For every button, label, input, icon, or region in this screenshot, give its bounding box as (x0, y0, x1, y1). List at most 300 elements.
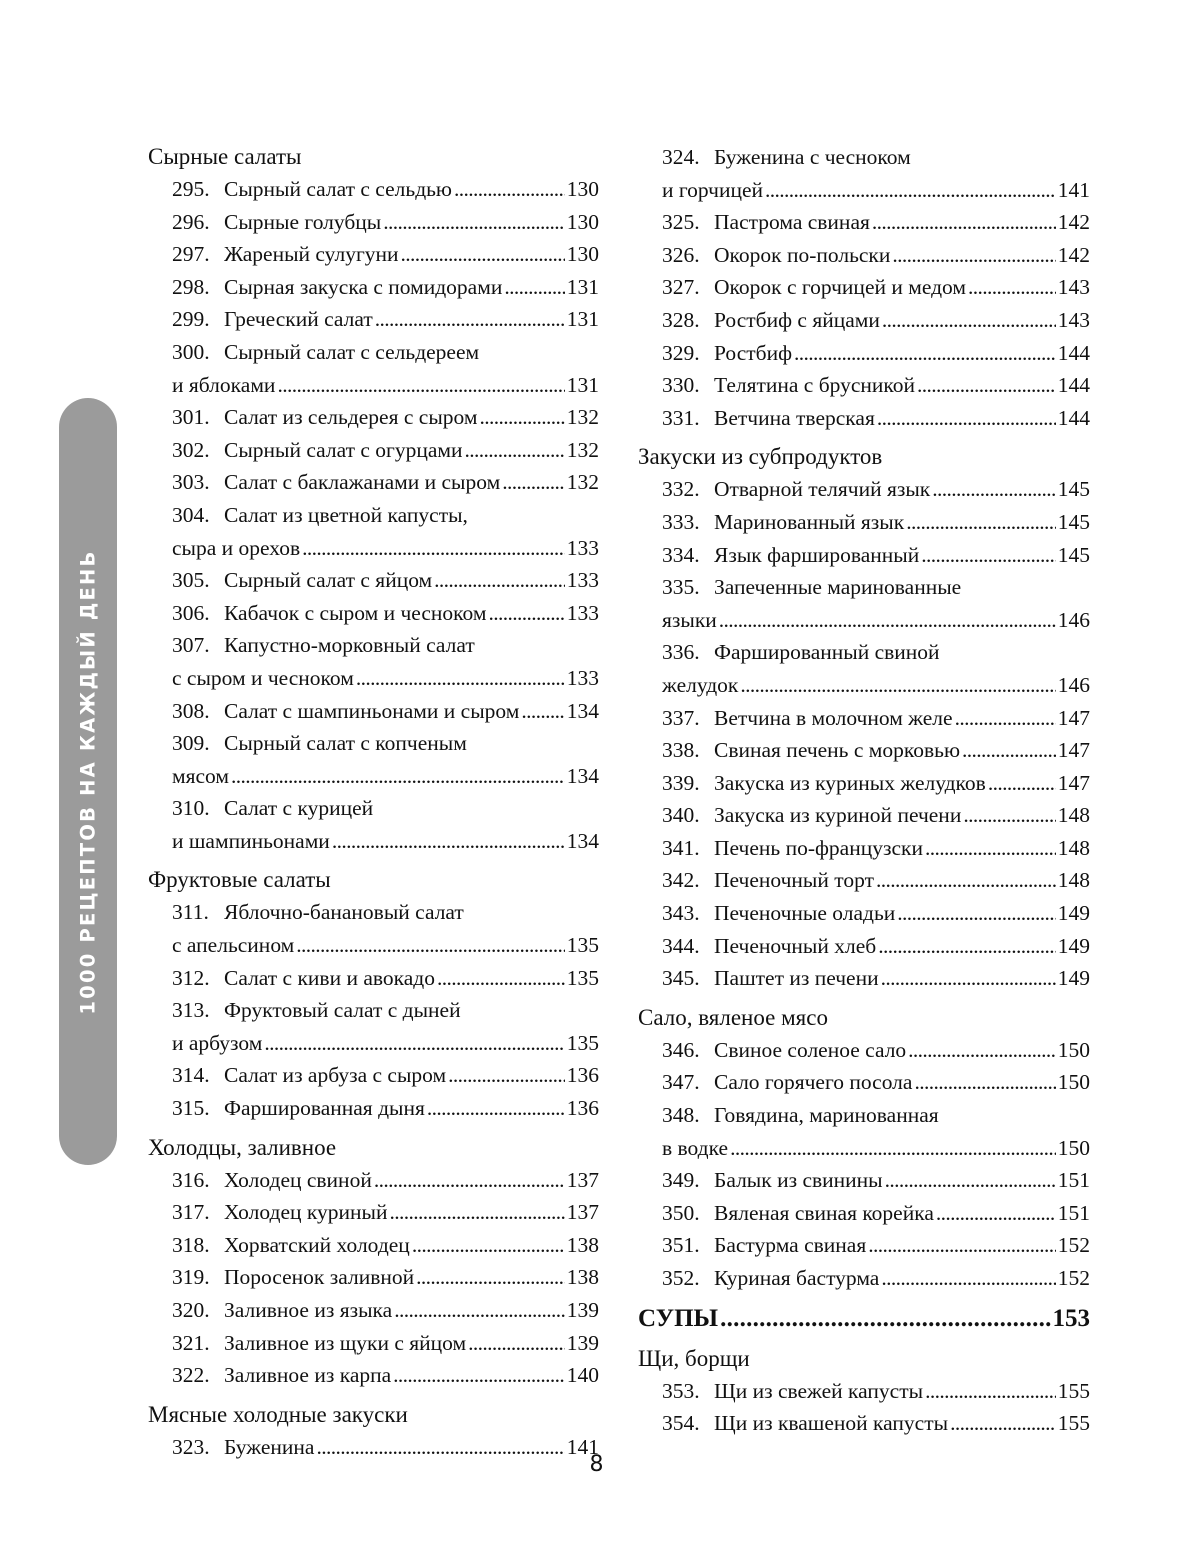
entry-line (662, 239, 1090, 272)
toc-entry (148, 792, 599, 857)
entry-number: 336. (662, 640, 700, 665)
leader-dots (897, 897, 1055, 930)
entry-page: 144 (1057, 405, 1090, 430)
toc-entry (638, 271, 1090, 304)
entry-continuation-line (172, 1027, 599, 1060)
entry-title: Буженина (224, 1434, 315, 1459)
entry-first-line (172, 896, 599, 929)
entry-page: 135 (566, 933, 599, 958)
entry-number: 343. (662, 901, 700, 926)
leader-dots (925, 832, 1056, 865)
entry-number: 348. (662, 1103, 700, 1128)
entry-page: 155 (1057, 1378, 1090, 1403)
side-tab-text: 1000 РЕЦЕПТОВ НА КАЖДЫЙ ДЕНЬ (76, 548, 100, 1015)
entry-line (172, 173, 599, 206)
entry-page: 133 (566, 568, 599, 593)
leader-dots (882, 304, 1056, 337)
entry-title-continued: и горчицей (662, 177, 764, 202)
leader-dots (296, 929, 564, 962)
entry-page: 147 (1057, 770, 1090, 795)
entry-page: 150 (1057, 1037, 1090, 1062)
toc-entry (148, 499, 599, 564)
entry-number: 318. (172, 1232, 210, 1257)
entry-page: 144 (1057, 373, 1090, 398)
entry-page: 140 (566, 1363, 599, 1388)
entry-line (662, 1407, 1090, 1440)
toc-entry (638, 1197, 1090, 1230)
leader-dots (437, 962, 565, 995)
toc-entry (638, 571, 1090, 636)
entry-title-continued: и арбузом (172, 1030, 263, 1055)
entry-continuation-line (172, 532, 599, 565)
entry-title: Салат с баклажанами и сыром (224, 470, 501, 495)
entry-line (172, 401, 599, 434)
leader-dots (925, 1375, 1056, 1408)
toc-entry (148, 206, 599, 239)
entry-line (172, 1164, 599, 1197)
leader-dots (502, 466, 565, 499)
entry-title: Салат с курицей (224, 796, 374, 821)
toc-entry (638, 206, 1090, 239)
entry-continuation-line (662, 174, 1090, 207)
toc-entry (148, 1229, 599, 1262)
toc-entry (638, 141, 1090, 206)
entry-line (662, 832, 1090, 865)
entry-title: Хорватский холодец (224, 1232, 410, 1257)
entry-number: 299. (172, 307, 210, 332)
entry-page: 133 (566, 535, 599, 560)
entry-first-line (662, 571, 1090, 604)
entry-number: 316. (172, 1167, 210, 1192)
entry-continuation-line (662, 1132, 1090, 1165)
leader-dots (868, 1229, 1056, 1262)
entry-continuation-line (662, 604, 1090, 637)
entry-title: Салат из арбуза с сыром (224, 1063, 447, 1088)
entry-line (662, 1375, 1090, 1408)
section-heading: Сырные салаты (148, 144, 302, 169)
entry-page: 150 (1057, 1135, 1090, 1160)
entry-title: Печеночный торт (714, 868, 874, 893)
entry-page: 147 (1057, 705, 1090, 730)
entry-first-line (662, 636, 1090, 669)
entry-number: 305. (172, 568, 210, 593)
entry-page: 152 (1057, 1266, 1090, 1290)
entry-title: Свиное соленое сало (714, 1037, 907, 1062)
leader-dots (479, 401, 564, 434)
leader-dots (988, 767, 1056, 800)
entry-number: 303. (172, 470, 210, 495)
toc-entry (638, 239, 1090, 272)
toc-entry (148, 1327, 599, 1360)
entry-title: Холодец свиной (224, 1167, 372, 1192)
toc-entry (638, 1375, 1090, 1408)
entry-title: Заливное из карпа (224, 1363, 392, 1388)
entry-line (662, 799, 1090, 832)
entry-line (662, 402, 1090, 435)
entry-title: Ростбиф (714, 340, 793, 365)
entry-title: Салат из цветной капусты, (224, 502, 468, 527)
toc-entry (638, 1066, 1090, 1099)
leader-dots (448, 1059, 565, 1092)
entry-page: 132 (566, 405, 599, 430)
entry-page: 131 (566, 372, 599, 397)
entry-title-continued: сыра и орехов (172, 535, 301, 560)
toc-entry (148, 401, 599, 434)
entry-line (172, 1059, 599, 1092)
entry-title-continued: и яблоками (172, 372, 276, 397)
toc-entry (148, 994, 599, 1059)
entry-number: 322. (172, 1363, 210, 1388)
entry-title: Ветчина в молочном желе (714, 705, 953, 730)
entry-title: Сырный салат с яйцом (224, 568, 433, 593)
entry-line (662, 1229, 1090, 1262)
entry-title: Заливное из языка (224, 1298, 393, 1322)
toc-entry (638, 864, 1090, 897)
toc-entry (148, 962, 599, 995)
entry-title: Балык из свинины (714, 1168, 883, 1193)
entry-number: 309. (172, 731, 210, 756)
entry-number: 301. (172, 405, 210, 430)
leader-dots (383, 206, 565, 239)
entry-first-line (172, 629, 599, 662)
entry-first-line (172, 499, 599, 532)
toc-entry (148, 564, 599, 597)
entry-number: 310. (172, 796, 210, 821)
leader-dots (468, 1327, 565, 1360)
entry-line (172, 1294, 599, 1327)
entry-number: 341. (662, 835, 700, 860)
entry-number: 335. (662, 575, 700, 600)
entry-title: Вяленая свиная корейка (714, 1200, 934, 1225)
entry-title: Сырный салат с копченым (224, 731, 467, 756)
entry-title-continued: желудок (662, 672, 739, 697)
leader-dots (416, 1261, 565, 1294)
entry-line (662, 271, 1090, 304)
entry-continuation-line (172, 662, 599, 695)
toc-entry (148, 173, 599, 206)
entry-page: 145 (1057, 477, 1090, 502)
entry-title: Жареный сулугуни (224, 242, 399, 267)
entry-page: 148 (1057, 803, 1090, 828)
entry-number: 342. (662, 868, 700, 893)
toc-entry (638, 369, 1090, 402)
toc-entry (638, 734, 1090, 767)
entry-line (662, 930, 1090, 963)
entry-line (172, 1261, 599, 1294)
entry-page: 137 (566, 1200, 599, 1225)
entry-number: 328. (662, 307, 700, 332)
chapter-heading (638, 1302, 1090, 1336)
entry-continuation-line (172, 825, 599, 858)
toc-entry (638, 1262, 1090, 1295)
entry-page: 142 (1057, 210, 1090, 235)
leader-dots (881, 1262, 1055, 1295)
chapter-title: СУПЫ (638, 1304, 719, 1332)
entry-number: 307. (172, 633, 210, 658)
toc-entry (148, 629, 599, 694)
entry-line (172, 206, 599, 239)
entry-page: 130 (566, 209, 599, 234)
toc-entry (148, 434, 599, 467)
leader-dots (906, 506, 1056, 539)
entry-title: Сало горячего посола (714, 1070, 913, 1095)
entry-continuation-line (662, 669, 1090, 702)
toc-entry (148, 896, 599, 961)
toc-entry (638, 402, 1090, 435)
entry-title: Яблочно-банановый салат (224, 900, 464, 925)
entry-title: Ветчина тверская (714, 405, 875, 430)
toc-entry (638, 930, 1090, 963)
entry-title: Ростбиф с яйцами (714, 307, 880, 332)
toc-right-column (638, 141, 1090, 1440)
entry-title: Кабачок с сыром и чесноком (224, 600, 487, 625)
entry-page: 151 (1057, 1168, 1090, 1193)
entry-page: 130 (566, 177, 599, 201)
section-heading: Закуски из субпродуктов (638, 444, 883, 470)
entry-number: 349. (662, 1168, 700, 1193)
entry-number: 334. (662, 542, 700, 567)
entry-line (172, 466, 599, 499)
entry-line (172, 962, 599, 995)
entry-page: 135 (566, 1030, 599, 1055)
entry-number: 326. (662, 242, 700, 267)
entry-title: Маринованный язык (714, 509, 905, 534)
toc-entry (638, 962, 1090, 995)
entry-line (172, 238, 599, 271)
entry-page: 138 (566, 1232, 599, 1257)
leader-dots (454, 173, 565, 206)
entry-line (662, 1262, 1090, 1295)
entry-number: 351. (662, 1233, 700, 1258)
entry-title: Говядина, маринованная (714, 1103, 939, 1128)
entry-number: 346. (662, 1037, 700, 1062)
entry-title: Печеночные оладьи (714, 901, 896, 926)
entry-line (172, 1327, 599, 1360)
entry-page: 145 (1057, 509, 1090, 534)
leader-dots (356, 662, 565, 695)
entry-line (662, 1197, 1090, 1230)
entry-title: Бастурма свиная (714, 1233, 867, 1258)
entry-page: 133 (566, 600, 599, 625)
entry-page: 130 (566, 242, 599, 267)
entry-page: 139 (566, 1330, 599, 1355)
entry-line (172, 271, 599, 304)
entry-line (172, 434, 599, 467)
toc-entry (638, 799, 1090, 832)
entry-number: 338. (662, 738, 700, 763)
entry-page: 155 (1057, 1411, 1090, 1436)
entry-number: 333. (662, 509, 700, 534)
entry-line (662, 1164, 1090, 1197)
entry-page: 149 (1057, 966, 1090, 991)
entry-number: 320. (172, 1298, 210, 1322)
entry-number: 311. (172, 900, 209, 925)
leader-dots (914, 1066, 1055, 1099)
leader-dots (950, 1407, 1056, 1440)
section-heading: Сало, вяленое мясо (638, 1004, 828, 1030)
entry-line (662, 897, 1090, 930)
section-heading: Мясные холодные закуски (148, 1401, 408, 1427)
entry-title-continued: с сыром и чесноком (172, 665, 354, 690)
entry-title: Куриная бастурма (714, 1266, 880, 1290)
entry-line (172, 695, 599, 728)
entry-line (172, 1229, 599, 1262)
entry-title: Закуска из куриных желудков (714, 770, 986, 795)
entry-title: Буженина с чесноком (714, 145, 911, 169)
leader-dots (389, 1196, 564, 1229)
entry-title: Фруктовый салат с дыней (224, 998, 461, 1023)
entry-title: Паштет из печени (714, 966, 879, 991)
leader-dots (917, 369, 1056, 402)
entry-number: 313. (172, 998, 210, 1023)
entry-number: 331. (662, 405, 700, 430)
entry-page: 146 (1057, 607, 1090, 632)
entry-title-continued: мясом (172, 763, 229, 788)
toc-entry (638, 539, 1090, 572)
leader-dots (231, 760, 565, 793)
entry-page: 135 (566, 965, 599, 990)
toc-entry (638, 1034, 1090, 1067)
entry-page: 138 (566, 1265, 599, 1290)
toc-entry (148, 597, 599, 630)
entry-title-continued: в водке (662, 1135, 729, 1160)
leader-dots (720, 1302, 1050, 1336)
entry-page: 131 (566, 307, 599, 332)
entry-title-continued: языки (662, 607, 717, 632)
leader-dots (955, 702, 1056, 735)
leader-dots (968, 271, 1056, 304)
entry-number: 350. (662, 1200, 700, 1225)
toc-entry (148, 466, 599, 499)
entry-page: 145 (1057, 542, 1090, 567)
toc-entry (148, 1294, 599, 1327)
entry-line (172, 1359, 599, 1392)
entry-number: 325. (662, 210, 700, 235)
entry-line (172, 564, 599, 597)
entry-number: 327. (662, 275, 700, 300)
leader-dots (427, 1092, 565, 1125)
entry-number: 297. (172, 242, 210, 267)
entry-number: 304. (172, 502, 210, 527)
toc-entry (638, 473, 1090, 506)
leader-dots (504, 271, 564, 304)
toc-entry (148, 1359, 599, 1392)
entry-title: Салат с киви и авокадо (224, 965, 435, 990)
entry-number: 329. (662, 340, 700, 365)
entry-page: 146 (1057, 672, 1090, 697)
entry-title: Сырные голубцы (224, 209, 382, 234)
entry-page: 144 (1057, 340, 1090, 365)
leader-dots (401, 238, 565, 271)
entry-title: Капустно-морковный салат (224, 633, 475, 658)
entry-title: Свиная печень с морковью (714, 738, 961, 763)
toc-entry (148, 727, 599, 792)
entry-page: 149 (1057, 933, 1090, 958)
entry-title: Сырный салат с сельдереем (224, 339, 480, 364)
entry-line (662, 473, 1090, 506)
entry-line (172, 1092, 599, 1125)
toc-entry (638, 832, 1090, 865)
entry-first-line (662, 141, 1090, 174)
entry-page: 133 (566, 665, 599, 690)
entry-line (662, 539, 1090, 572)
entry-number: 345. (662, 966, 700, 991)
entry-title: Окорок по-польски (714, 242, 891, 267)
leader-dots (332, 825, 565, 858)
leader-dots (521, 695, 564, 728)
entry-page: 142 (1057, 242, 1090, 267)
leader-dots (794, 337, 1056, 370)
section-heading: Фруктовые салаты (148, 867, 331, 893)
toc-entry (638, 767, 1090, 800)
leader-dots (765, 174, 1056, 207)
entry-page: 152 (1057, 1233, 1090, 1258)
entry-number: 332. (662, 477, 700, 502)
leader-dots (394, 1294, 565, 1327)
entry-number: 339. (662, 770, 700, 795)
entry-page: 151 (1057, 1200, 1090, 1225)
entry-page: 150 (1057, 1070, 1090, 1095)
entry-number: 302. (172, 437, 210, 462)
entry-page: 134 (566, 828, 599, 853)
leader-dots (488, 597, 564, 630)
toc-entry (148, 1164, 599, 1197)
leader-dots (936, 1197, 1056, 1230)
entry-title: Печень по-французски (714, 835, 923, 860)
entry-number: 298. (172, 274, 210, 299)
toc-entry (148, 1196, 599, 1229)
entry-number: 306. (172, 600, 210, 625)
entry-page: 147 (1057, 738, 1090, 763)
entry-number: 312. (172, 965, 210, 990)
entry-title-continued: и шампиньонами (172, 828, 330, 853)
leader-dots (412, 1229, 565, 1262)
entry-number: 296. (172, 209, 210, 234)
entry-number: 337. (662, 705, 700, 730)
entry-title: Фаршированная дыня (224, 1096, 425, 1121)
entry-title: Запеченные маринованные (714, 575, 962, 600)
entry-page: 136 (566, 1096, 599, 1121)
toc-entry (148, 1059, 599, 1092)
leader-dots (374, 1164, 565, 1197)
entry-title: Отварной телячий язык (714, 477, 931, 502)
leader-dots (963, 799, 1055, 832)
leader-dots (740, 669, 1055, 702)
leader-dots (962, 734, 1056, 767)
toc-entry (638, 506, 1090, 539)
toc-entry (148, 1092, 599, 1125)
entry-page: 148 (1057, 868, 1090, 893)
entry-line (662, 369, 1090, 402)
entry-title: Печеночный хлеб (714, 933, 877, 958)
entry-page: 143 (1057, 275, 1090, 300)
entry-title: Щи из свежей капусты (714, 1378, 924, 1403)
leader-dots (877, 402, 1056, 435)
entry-title: Холодец куриный (224, 1200, 388, 1225)
entry-line (662, 1034, 1090, 1067)
entry-title: Заливное из щуки с яйцом (224, 1330, 467, 1355)
entry-title: Окорок с горчицей и медом (714, 275, 966, 300)
entry-number: 308. (172, 698, 210, 723)
entry-continuation-line (172, 929, 599, 962)
entry-continuation-line (172, 760, 599, 793)
entry-number: 352. (662, 1266, 700, 1290)
entry-page: 132 (566, 437, 599, 462)
toc-entry (638, 702, 1090, 735)
entry-page: 141 (1057, 177, 1090, 202)
chapter-page: 153 (1052, 1304, 1090, 1332)
entry-title: Сырный салат с огурцами (224, 437, 463, 462)
